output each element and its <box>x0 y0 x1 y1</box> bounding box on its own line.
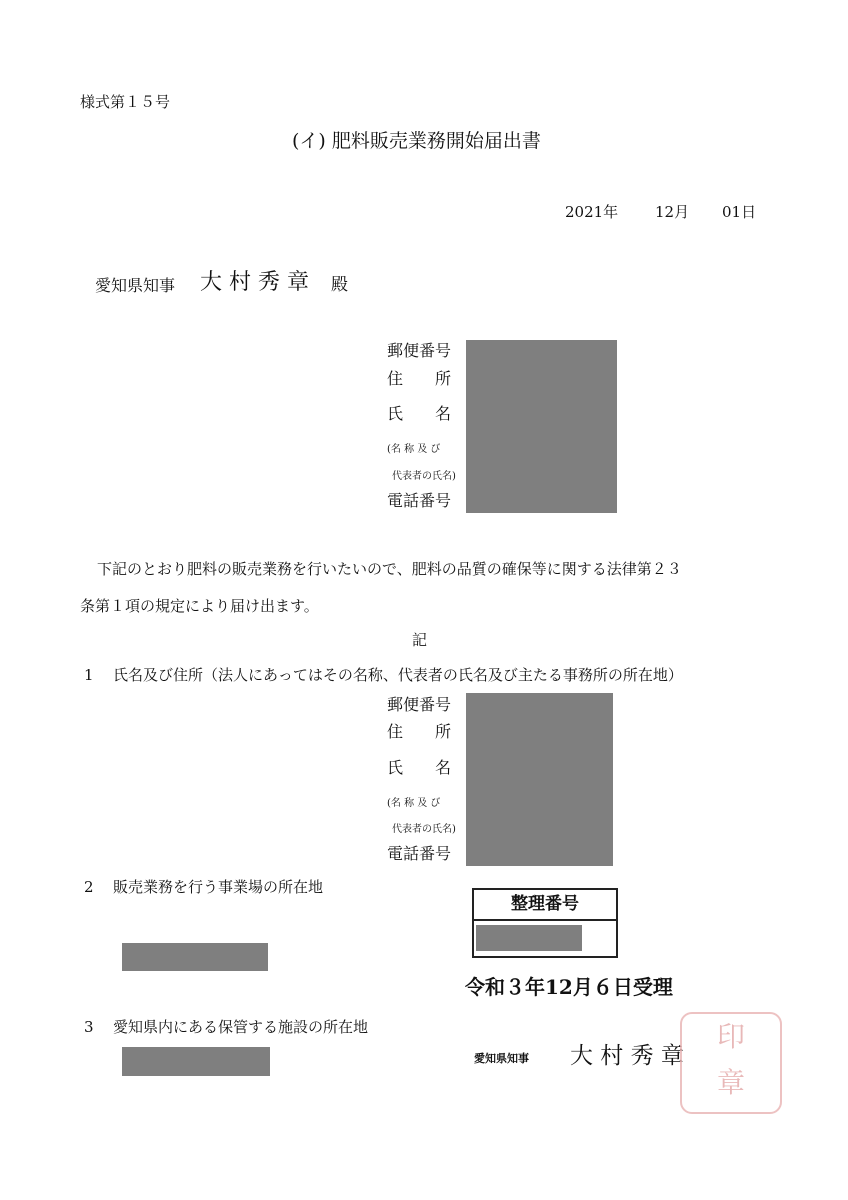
name-note: (名 称 及 び <box>387 444 441 455</box>
item-number: 1 <box>84 666 94 684</box>
item-text: 愛知県内にある保管する施設の所在地 <box>113 1018 369 1036</box>
redacted-business-location <box>122 943 268 971</box>
name-note: 代表者の氏名) <box>392 824 456 835</box>
body-text: 下記のとおり肥料の販売業務を行いたいので、肥料の品質の確保等に関する法律第２３ <box>97 560 682 578</box>
postal-label: 郵便番号 <box>387 341 452 360</box>
item-text: 氏名及び住所（法人にあってはその名称、代表者の氏名及び主たる事務所の所在地） <box>113 666 683 684</box>
redacted-applicant-info <box>466 340 617 513</box>
name-label: 氏 名 <box>387 758 452 777</box>
name-note: (名 称 及 び <box>387 798 441 809</box>
item-number: 2 <box>84 878 94 896</box>
addressee-honorific: 殿 <box>331 275 348 295</box>
body-text: 条第１項の規定により届け出ます。 <box>80 597 319 615</box>
reference-number-label: 整理番号 <box>474 890 616 921</box>
redacted-applicant-info <box>466 693 613 866</box>
addressee-name: 大 村 秀 章 <box>200 270 309 295</box>
date-day: 01日 <box>722 203 757 221</box>
official-seal: 印 章 <box>680 1012 782 1114</box>
name-note: 代表者の氏名) <box>392 471 456 482</box>
phone-label: 電話番号 <box>387 491 452 510</box>
governor-title: 愛知県知事 <box>474 1052 529 1065</box>
redacted-reference-number <box>476 925 582 951</box>
phone-label: 電話番号 <box>387 844 452 863</box>
item-text: 販売業務を行う事業場の所在地 <box>113 878 324 896</box>
item-number: 3 <box>84 1018 94 1036</box>
received-date-stamp: 令和３年12月６日受理 <box>465 975 673 999</box>
address-label: 住 所 <box>387 722 452 741</box>
date-year: 2021年 <box>565 203 619 221</box>
form-number: 様式第１５号 <box>80 93 171 111</box>
postal-label: 郵便番号 <box>387 695 452 714</box>
date-month: 12月 <box>655 203 690 221</box>
address-label: 住 所 <box>387 369 452 388</box>
document-title: (イ) 肥料販売業務開始届出書 <box>292 130 541 152</box>
governor-name: 大 村 秀 章 <box>570 1043 684 1069</box>
addressee-role: 愛知県知事 <box>95 276 176 295</box>
reference-number-box <box>472 888 618 958</box>
ki-heading: 記 <box>412 631 428 649</box>
name-label: 氏 名 <box>387 404 452 423</box>
redacted-storage-location <box>122 1047 270 1076</box>
